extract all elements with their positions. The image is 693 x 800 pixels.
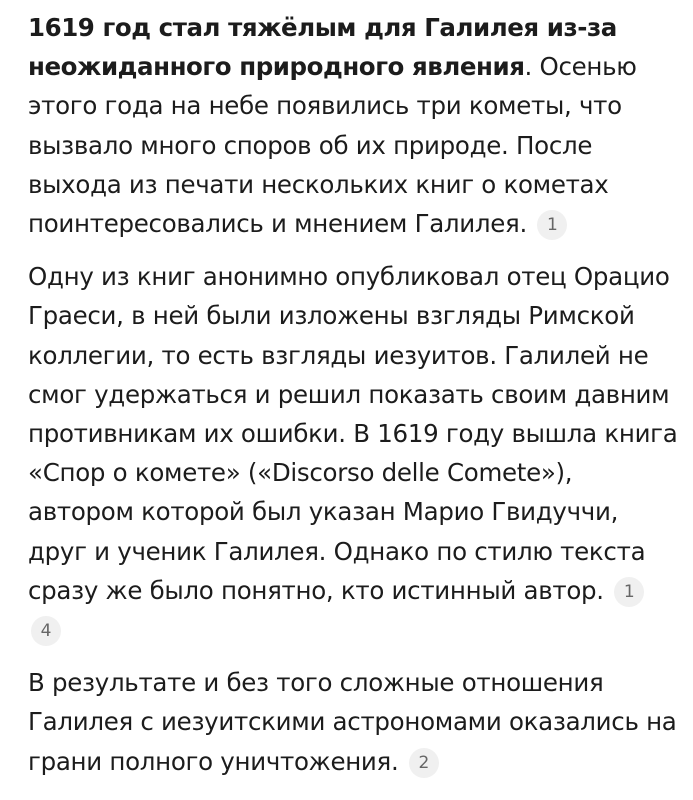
source-reference-badge[interactable]: 4 [31,616,61,646]
paragraph-1 [28,8,678,243]
source-reference-badge[interactable]: 1 [614,577,644,607]
paragraph-text: . Осенью этого года на небе появились три кометы, что вызвало много споров об их природе. После выхода из печати нескольких книг о кометах поинтересовались и мнением Галилея. [28,52,637,239]
paragraph-text: Одну из книг анонимно опубликовал отец Орацио Граеси, в ней были изложены взгляды Римской коллегии, то есть взгляды иезуитов. Галилей не смог удержаться и решил показать своим давним противникам их ошибки. В 1619 году вышла книга «Спор о комете» («Discorso delle Comete»), автором которой был указан Марио Гвидуччи, друг и ученик Галилея. Однако по стилю текста сразу же было понятно, кто истинный автор. [28,262,678,605]
article-text [28,8,678,781]
paragraph-3 [28,663,678,781]
bold-lead-sentence: 1619 год стал тяжёлым для Галилея из-за неожиданного природного явления [28,13,617,82]
source-reference-badge[interactable]: 2 [409,748,439,778]
paragraph-2 [28,257,678,649]
source-reference-badge[interactable]: 1 [537,210,567,240]
paragraph-text: В результате и без того сложные отношения Галилея с иезуитскими астрономами оказались на грани полного уничтожения. [28,668,677,776]
